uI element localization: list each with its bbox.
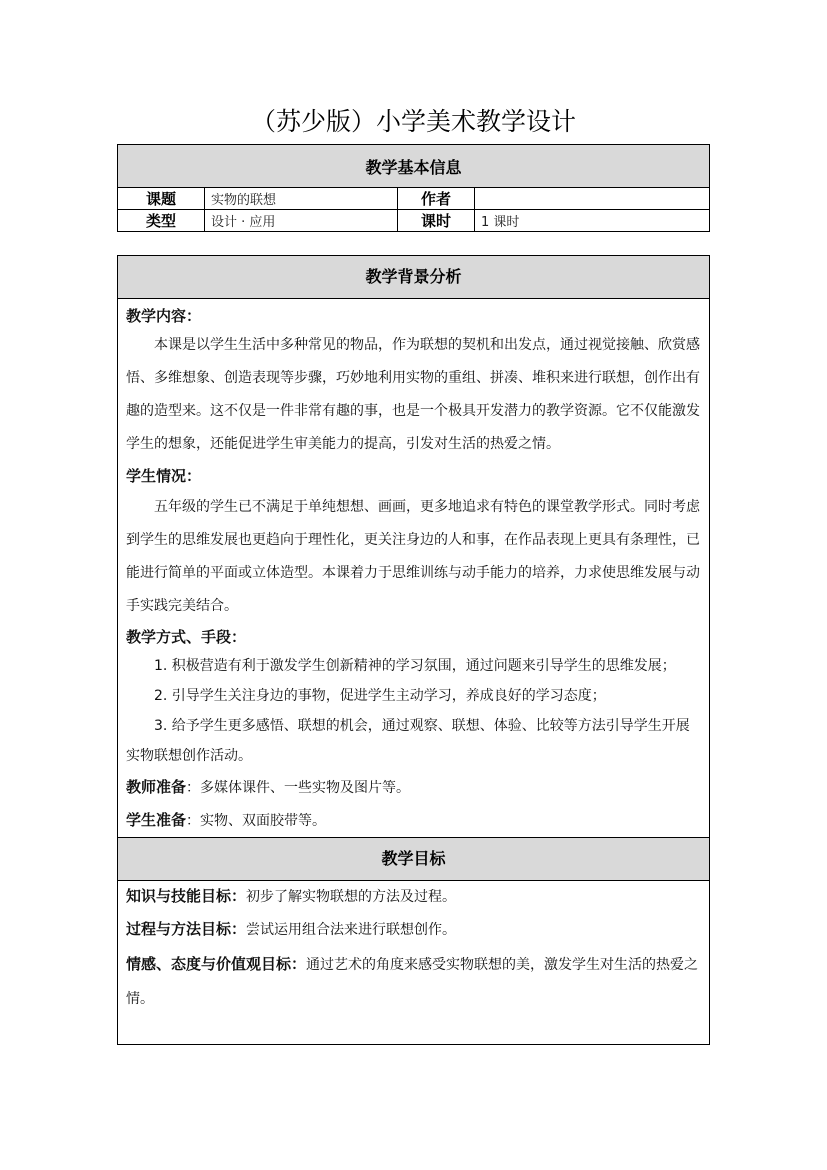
background-body [118, 303, 709, 837]
goals-header: 教学目标 [118, 837, 709, 881]
teacher-prep-label: 教师准备 [126, 778, 187, 796]
goals-body [118, 881, 709, 1016]
author-label: 作者 [398, 188, 475, 210]
emotion-goal [126, 947, 701, 1016]
author-value [475, 188, 710, 210]
knowledge-label: 知识与技能目标： [126, 887, 247, 905]
method-item-2: 2. 引导学生关注身边的事物，促进学生主动学习，养成良好的学习态度； [154, 688, 606, 704]
type-value: 设计 · 应用 [205, 210, 398, 232]
process-text: 尝试运用组合法来进行联想创作。 [246, 922, 457, 938]
hours-value: 1 课时 [475, 210, 710, 232]
student-prep [126, 804, 701, 837]
students-label: 学生情况： [126, 467, 202, 485]
knowledge-text: 初步了解实物联想的方法及过程。 [246, 889, 457, 905]
topic-value: 实物的联想 [205, 188, 398, 210]
process-goal [126, 912, 701, 947]
topic-label: 课题 [118, 188, 205, 210]
method-item-1: 1. 积极营造有利于激发学生创新精神的学习氛围，通过问题来引导学生的思维发展； [154, 658, 676, 674]
emotion-text: 通过艺术的角度来感受实物联想的美，激发学生对生活的热爱之情。 [126, 957, 699, 1007]
student-prep-text: ：实物、双面胶带等。 [186, 813, 327, 829]
basic-info-table [117, 144, 710, 232]
teacher-prep-text: ：多媒体课件、一些实物及图片等。 [186, 780, 411, 796]
type-label: 类型 [118, 210, 205, 232]
hours-label: 课时 [398, 210, 475, 232]
teacher-prep [126, 771, 701, 804]
student-prep-label: 学生准备 [126, 811, 187, 829]
students-text: 五年级的学生已不满足于单纯想想、画画，更多地追求有特色的课堂教学形式。同时考虑到学生的思维发展也更趋向于理性化，更关注身边的人和事，在作品表现上更具有条理性，已能进行简单的平面或立体造型。本课着力于思维训练与动手能力的培养，力求使思维发展与动手实践完美结合。 [126, 499, 700, 614]
background-header: 教学背景分析 [118, 256, 709, 299]
method-item-3: 3. 给予学生更多感悟、联想的机会，通过观察、联想、体验、比较等方法引导学生开展实物联想创作活动。 [126, 718, 690, 764]
background-analysis-box [117, 255, 710, 1045]
process-label: 过程与方法目标： [126, 920, 247, 938]
basic-info-header: 教学基本信息 [118, 145, 710, 188]
methods-label: 教学方式、手段： [126, 628, 247, 646]
page-title: （苏少版）小学美术教学设计 [250, 107, 576, 136]
content-label: 教学内容： [126, 307, 202, 325]
emotion-label: 情感、态度与价值观目标： [126, 955, 307, 973]
knowledge-goal [126, 881, 701, 912]
content-text: 本课是以学生生活中多种常见的物品，作为联想的契机和出发点，通过视觉接触、欣赏感悟、多维想象、创造表现等步骤，巧妙地利用实物的重组、拼凑、堆积来进行联想，创作出有趣的造型来。这不仅是一件非常有趣的事，也是一个极具开发潜力的教学资源。它不仅能激发学生的想象，还能促进学生审美能力的提高，引发对生活的热爱之情。 [126, 337, 700, 452]
